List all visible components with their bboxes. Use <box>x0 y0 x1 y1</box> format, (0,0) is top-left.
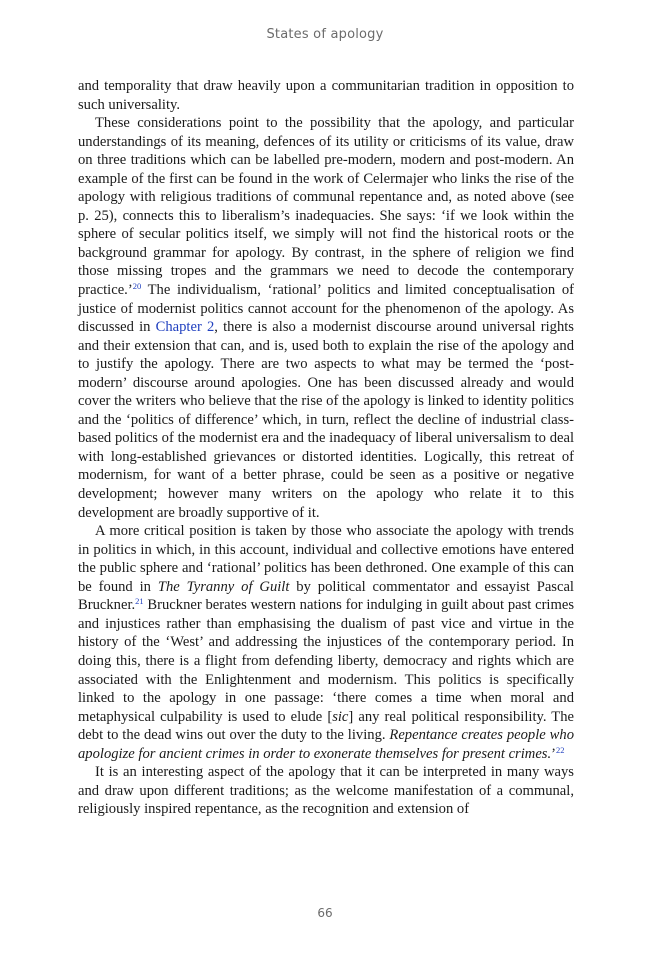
paragraph-1-text: and temporality that draw heavily upon a communitarian tradition in opposition to such universality. <box>78 78 574 113</box>
paragraph-4-text: It is an interesting aspect of the apology that it can be interpreted in many ways and draw upon different traditions; as the welcome manifestation of a communal, religiously inspired repentance, as the recognition and extension of <box>78 764 574 818</box>
paragraph-4 <box>78 763 574 819</box>
emphasised-quote: Repentance creates people who apologize for ancient crimes in order to exonerate themselves for present crimes. <box>78 727 574 762</box>
running-head: States of apology <box>266 27 384 42</box>
body-text <box>78 77 574 819</box>
paragraph-3 <box>78 522 574 763</box>
footnote-ref-22[interactable]: 22 <box>556 744 565 755</box>
paragraph-3-part-e: ’ <box>551 745 556 762</box>
chapter-2-link[interactable]: Chapter 2 <box>155 319 215 336</box>
footnote-ref-21[interactable]: 21 <box>135 596 144 607</box>
paragraph-2-part-a: These considerations point to the possibility that the apology, and particular understandings of its meaning, defences of its utility or criticisms of its value, draw on three traditions which can be labelled pre-modern, modern and post-modern. An example of the first can be found in the work of Celermajer who links the rise of the apology with religious traditions of communal repentance and, as noted above (see p. 25), connects this to liberalism’s inadequacies. She says: ‘if we look within the sphere of secular politics itself, we simply will not find the historical roots or the background grammar for apology. By contrast, in the sphere of religion we find those missing tropes and the grammars we need to decode the contemporary practice.’ <box>78 115 574 299</box>
paragraph-1 <box>78 77 574 114</box>
footnote-ref-20[interactable]: 20 <box>132 281 142 292</box>
paragraph-2 <box>78 114 574 522</box>
page-number: 66 <box>317 906 333 920</box>
paragraph-2-part-b: The individualism, ‘rational’ politics and limited conceptualisation of justice of modernist politics cannot account for the phenomenon of the apology. As discussed in <box>78 282 574 336</box>
paragraph-2-part-c: , there is also a modernist discourse around universal rights and their extension that can, and is, used both to explain the rise of the apology and to justify the apology. There are two aspects to what may be termed the ‘post-modern’ discourse around apologies. One has been discussed already and would cover the writers who believe that the rise of the apology is linked to identity politics and the ‘politics of difference’ which, in turn, reflect the decline of industrial class-based politics of the modernist era and the inadequacy of liberal universalism to deal with long-established grievances or distorted identities. Logically, this retreat of modernism, for want of a better phrase, could be seen as a positive or negative development; however many writers on the apology who relate it to this development are broadly supportive of it. <box>78 319 574 521</box>
paragraph-3-part-d: ] any real political responsibility. The debt to the dead wins out over the duty to the living. <box>78 708 574 744</box>
paragraph-3-part-c: Bruckner berates western nations for indulging in guilt about past crimes and injustices rather than emphasising the dualism of past vice and virtue in the history of the ‘West’ and addressing the injustices of the contemporary period. In doing this, there is a flight from defending liberty, democracy and rights which are associated with the Enlightenment and modernism. This politics is specifically linked to the apology in one passage: ‘there comes a time when moral and metaphysical culpability is used to elude [ <box>78 597 574 725</box>
paragraph-3-part-b: by political commentator and essayist Pascal Bruckner. <box>78 578 574 614</box>
book-title: The Tyranny of Guilt <box>157 578 290 595</box>
paragraph-3-part-a: A more critical position is taken by those who associate the apology with trends in politics in which, in this account, individual and collective emotions have entered the public sphere and ‘rational’ politics has been dethroned. One example of this can be found in <box>78 523 574 595</box>
sic-italic: sic <box>332 708 349 725</box>
